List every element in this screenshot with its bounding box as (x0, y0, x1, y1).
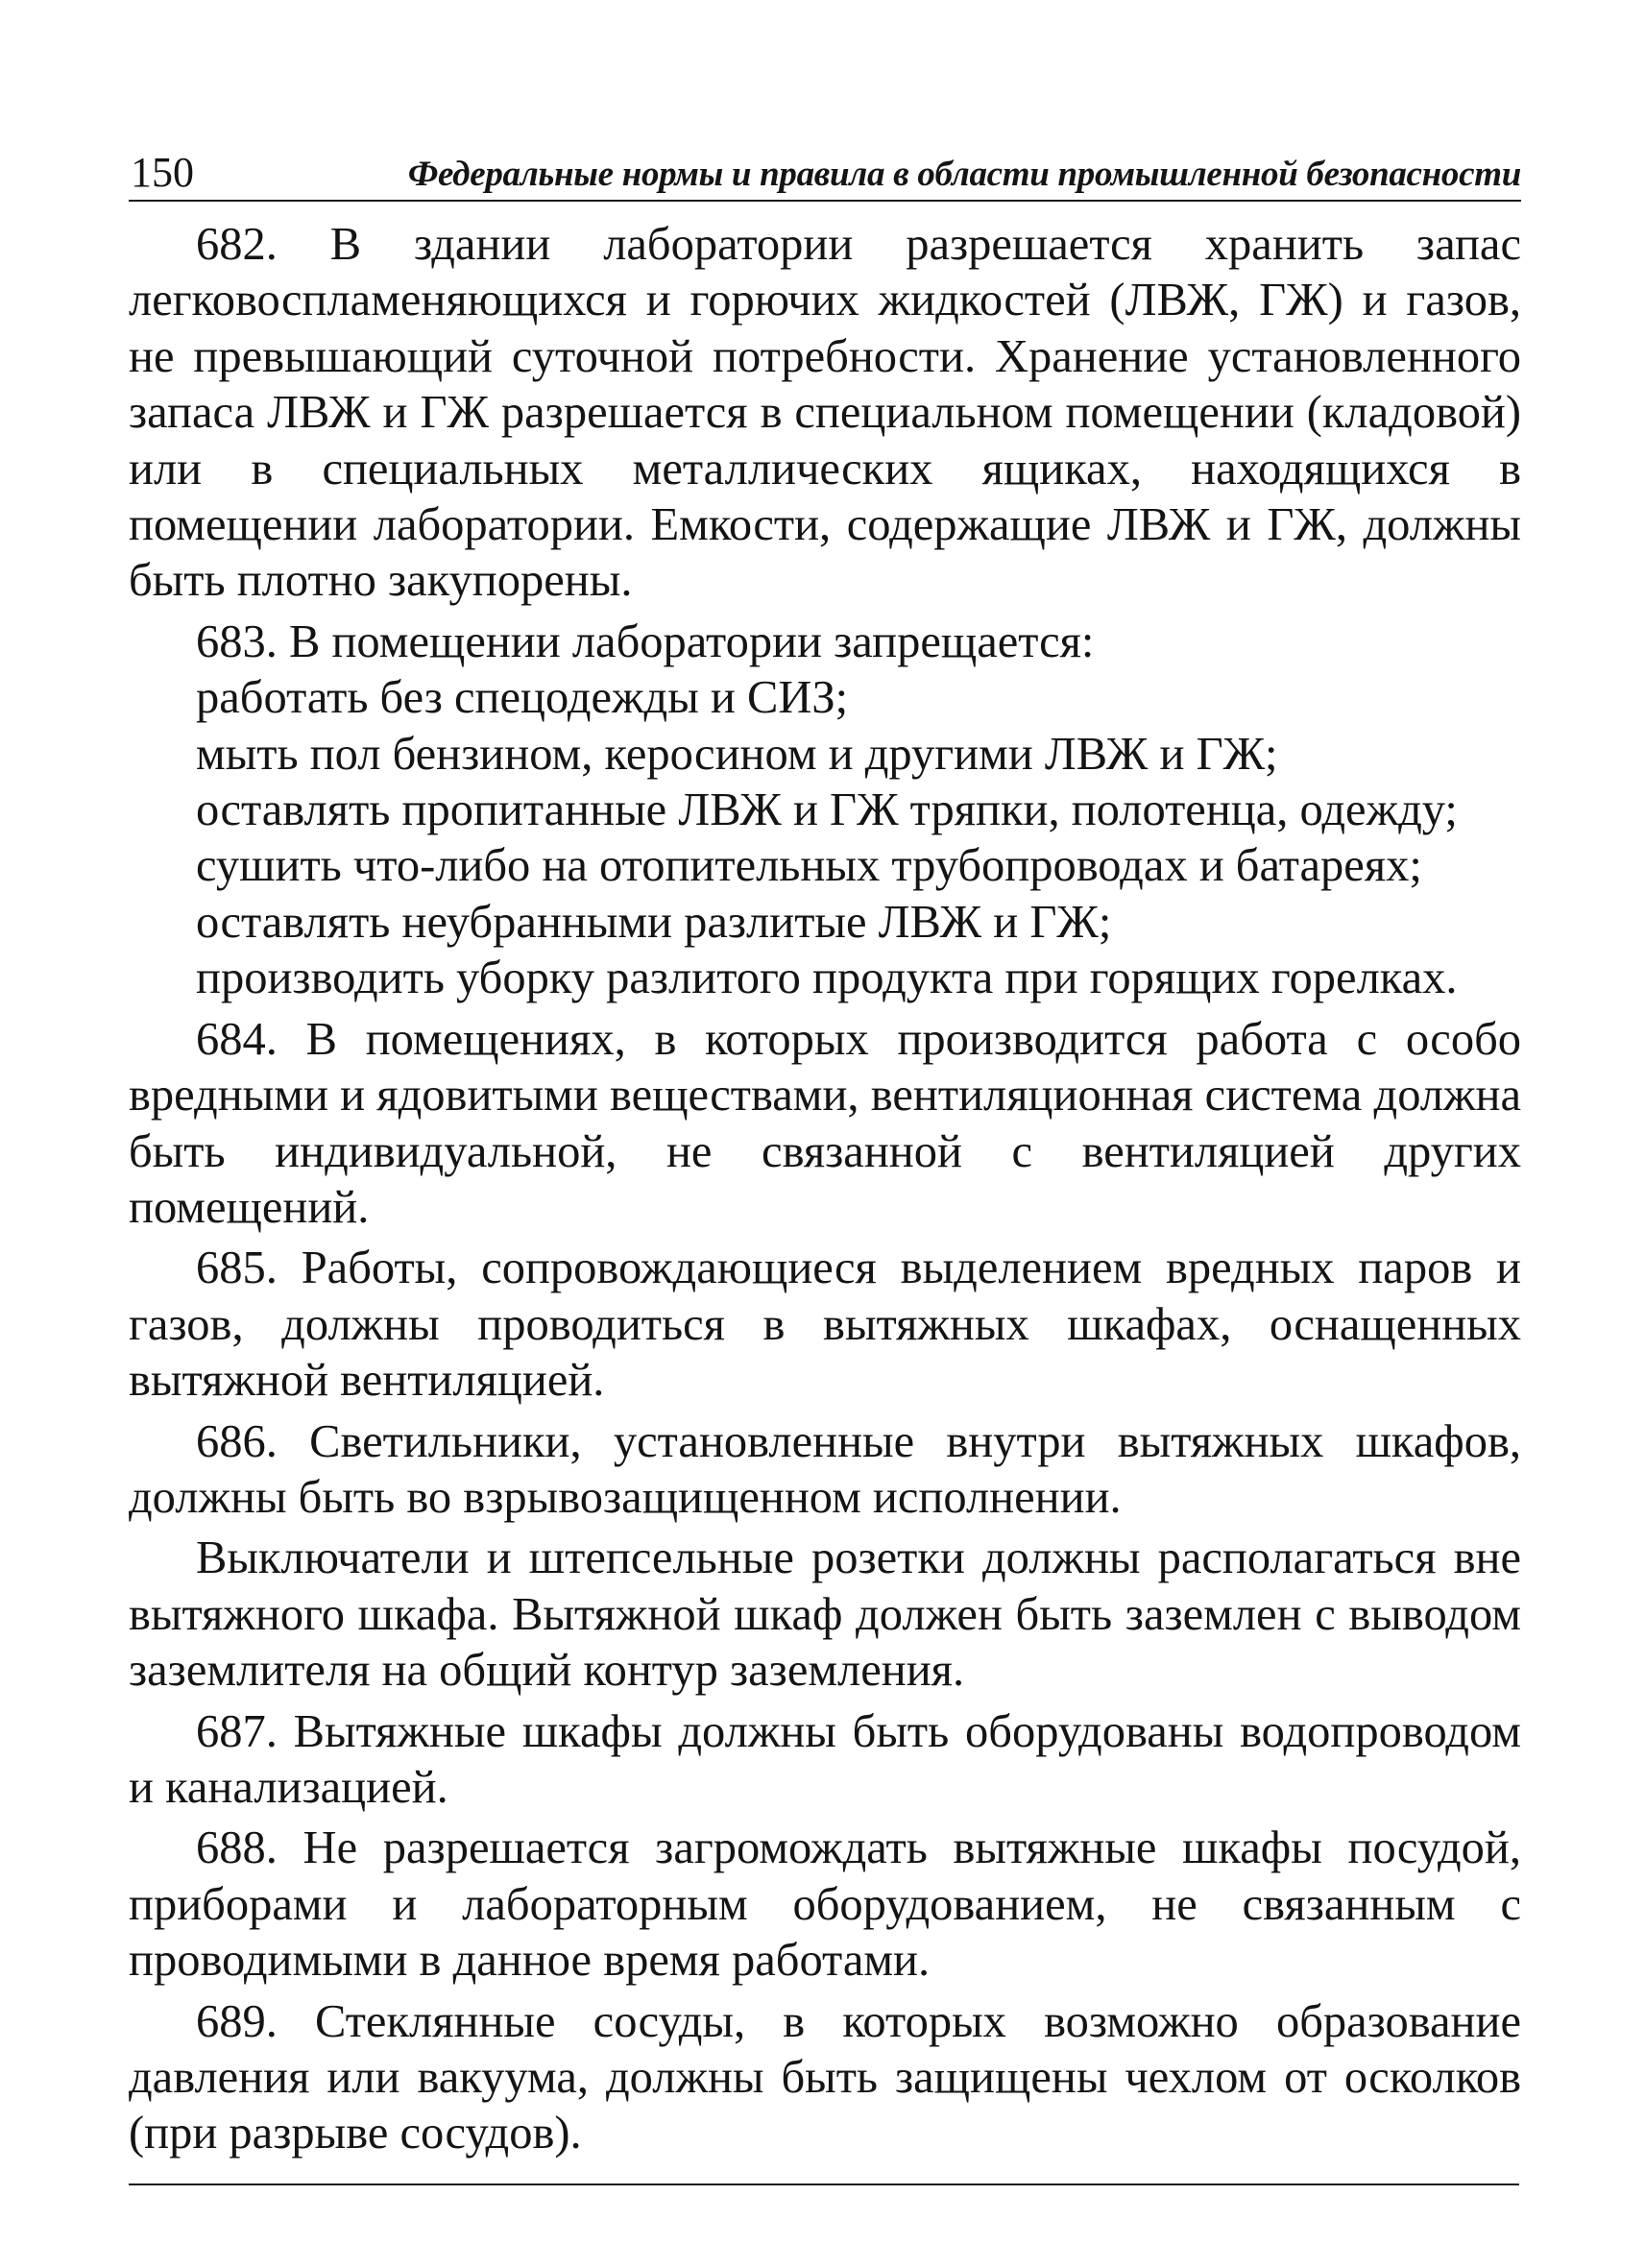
paragraph-682: 682. В здании лаборатории разрешается хранить запас легковоспламеняющихся и горючих жидкостей (ЛВЖ, ГЖ) и газов, не превышающий суточной потребности. Хранение установленного запаса ЛВЖ и ГЖ разрешается в специальном помещении (кладовой) или в специальных металлических ящиках, находящихся в помещении лаборатории. Емкости, содержащие ЛВЖ и ГЖ, должны быть плотно закупорены. (129, 219, 1521, 607)
paragraph-686-continued: Выключатели и штепсельные розетки должны располагаться вне вытяжного шкафа. Вытяжной шкаф должен быть заземлен с выводом заземлителя на общий контур заземления. (129, 1532, 1521, 1697)
page-body (129, 217, 1521, 2185)
paragraph-685: 685. Работы, сопровождающиеся выделением вредных паров и газов, должны проводиться в вытяжных шкафах, оснащенных вытяжной вентиляцией. (129, 1243, 1521, 1407)
paragraph-684: 684. В помещениях, в которых производится работа с особо вредными и ядовитыми веществами, вентиляционная система должна быть индивидуальной, не связанной с вентиляцией других помещений. (129, 1013, 1521, 1233)
paragraph-689: 689. Стеклянные сосуды, в которых возможно образование давления или вакуума, должны быть защищены чехлом от осколков (при разрыве сосудов). (129, 1995, 1521, 2159)
list-item: мыть пол бензином, керосином и другими ЛВЖ и ГЖ; (196, 728, 1278, 780)
paragraph-688: 688. Не разрешается загромождать вытяжные шкафы посудой, приборами и лабораторным оборудованием, не связанным с проводимыми в данное время работами. (129, 1822, 1521, 1987)
running-head (129, 134, 1521, 202)
running-title: Федеральные нормы и правила в области промышленной безопасности (407, 155, 1521, 194)
paragraph-686: 686. Светильники, установленные внутри вытяжных шкафов, должны быть во взрывозащищенном исполнении. (129, 1415, 1521, 1523)
list-item: производить уборку разлитого продукта при горящих горелках. (196, 953, 1458, 1004)
book-page (129, 134, 1521, 2185)
paragraph-683-intro: 683. В помещении лаборатории запрещается: (196, 615, 1095, 667)
list-item: оставлять пропитанные ЛВЖ и ГЖ тряпки, полотенца, одежду; (196, 784, 1458, 836)
page-number: 150 (131, 149, 194, 196)
list-item: сушить что-либо на отопительных трубопроводах и батареях; (196, 840, 1422, 892)
list-item: оставлять неубранными разлитые ЛВЖ и ГЖ; (196, 896, 1112, 948)
paragraph-687: 687. Вытяжные шкафы должны быть оборудованы водопроводом и канализацией. (129, 1705, 1521, 1813)
prohibition-list (129, 670, 1521, 1006)
list-item: работать без спецодежды и СИЗ; (196, 672, 849, 724)
footer-rule (129, 2184, 1519, 2185)
